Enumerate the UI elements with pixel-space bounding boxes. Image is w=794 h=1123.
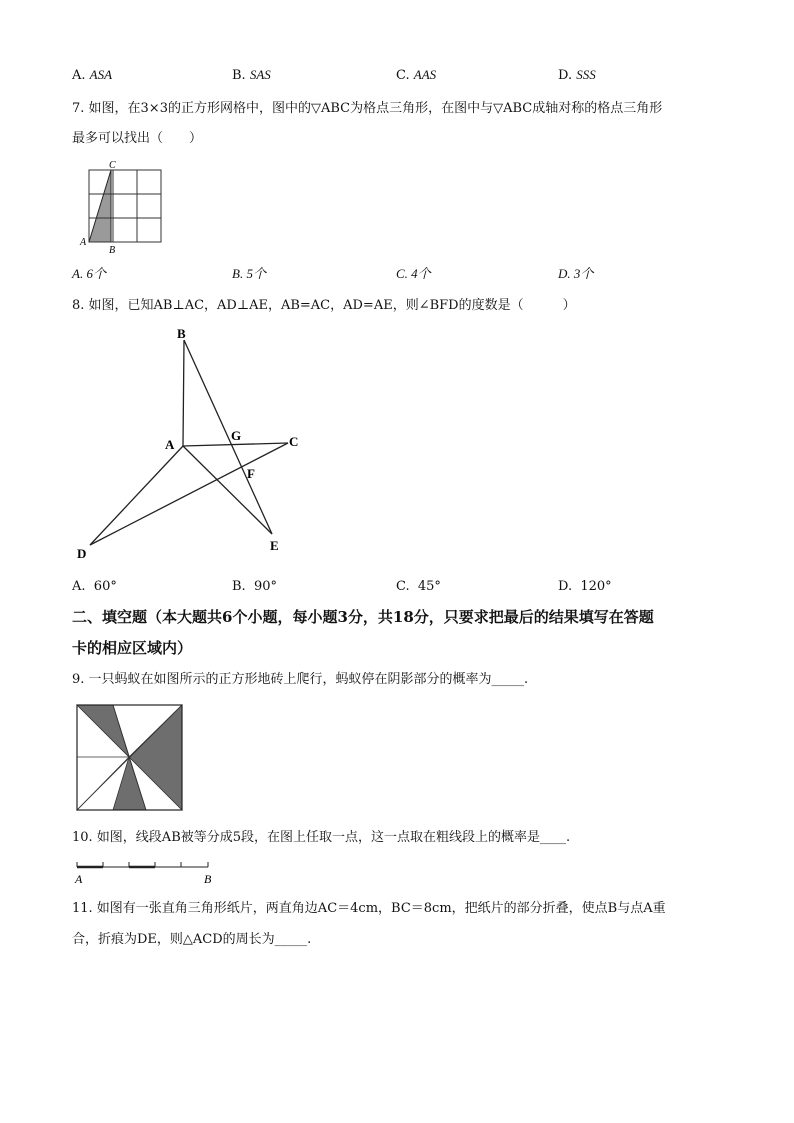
q7-label-c: C — [109, 160, 116, 171]
q8-option-c[interactable]: C. 45° — [396, 579, 441, 594]
section2-heading-line2: 卡的相应区域内） — [72, 639, 193, 657]
q11-stem-line1: 11. 如图有一张直角三角形纸片，两直角边AC＝4cm，BC＝8cm，把纸片的部分折叠，使点B与点A重 — [72, 901, 666, 916]
q7-option-d[interactable]: D. 3个 — [558, 266, 594, 281]
q8-option-b[interactable]: B. 90° — [232, 579, 277, 594]
q8-label-d: D — [77, 546, 87, 561]
q8-option-a[interactable]: A. 60° — [72, 579, 117, 594]
q6-option-b[interactable]: B. SAS — [232, 67, 271, 83]
q10-stem: 10. 如图，线段AB被等分成5段，在图上任取一点，这一点取在粗线段上的概率是____. — [72, 830, 571, 845]
q8-option-d[interactable]: D. 120° — [558, 579, 612, 594]
q11-stem-line2: 合，折痕为DE，则△ACD的周长为_____. — [72, 932, 312, 947]
q6-option-a[interactable]: A. ASA — [72, 67, 113, 83]
q8-stem: 8. 如图，已知AB⊥AC，AD⊥AE，AB=AC，AD=AE，则∠BFD的度数是（ ） — [72, 298, 576, 313]
q9-stem: 9. 一只蚂蚁在如图所示的正方形地砖上爬行，蚂蚁停在阴影部分的概率为_____. — [72, 672, 529, 687]
q7-stem-line1: 7. 如图，在3×3的正方形网格中，图中的▽ABC为格点三角形，在图中与▽ABC成轴对称的格点三角形 — [72, 101, 663, 116]
segment-dc — [90, 443, 288, 545]
q8-label-g: G — [231, 428, 242, 443]
q7-option-a[interactable]: A. 6个 — [72, 266, 106, 281]
q8-segments — [90, 340, 288, 545]
q10-segment-figure — [70, 858, 220, 886]
q6-option-c[interactable]: C. AAS — [396, 67, 437, 83]
q7-option-b[interactable]: B. 5个 — [232, 266, 266, 281]
q7-label-a: A — [80, 237, 87, 248]
q8-label-e: E — [270, 538, 279, 553]
q8-label-a: A — [165, 437, 175, 452]
segment-ac — [183, 443, 288, 446]
q9-tile-figure — [75, 703, 185, 813]
q7-option-c[interactable]: C. 4个 — [396, 266, 431, 281]
q8-label-f: F — [247, 466, 255, 481]
q8-label-b: B — [177, 326, 186, 341]
q8-label-c: C — [289, 434, 299, 449]
segment-ab — [183, 340, 184, 446]
section2-heading-line1: 二、填空题（本大题共6个小题，每小题3分，共18分，只要求把最后的结果填写在答题 — [72, 608, 654, 626]
q7-label-b: B — [109, 245, 116, 256]
segment-be — [184, 340, 272, 534]
q10-label-a: A — [75, 872, 83, 886]
q6-option-d[interactable]: D. SSS — [558, 67, 596, 83]
q10-label-b: B — [204, 872, 212, 886]
q7-stem-line2: 最多可以找出（ ） — [72, 131, 203, 146]
segment-ad — [90, 446, 183, 545]
